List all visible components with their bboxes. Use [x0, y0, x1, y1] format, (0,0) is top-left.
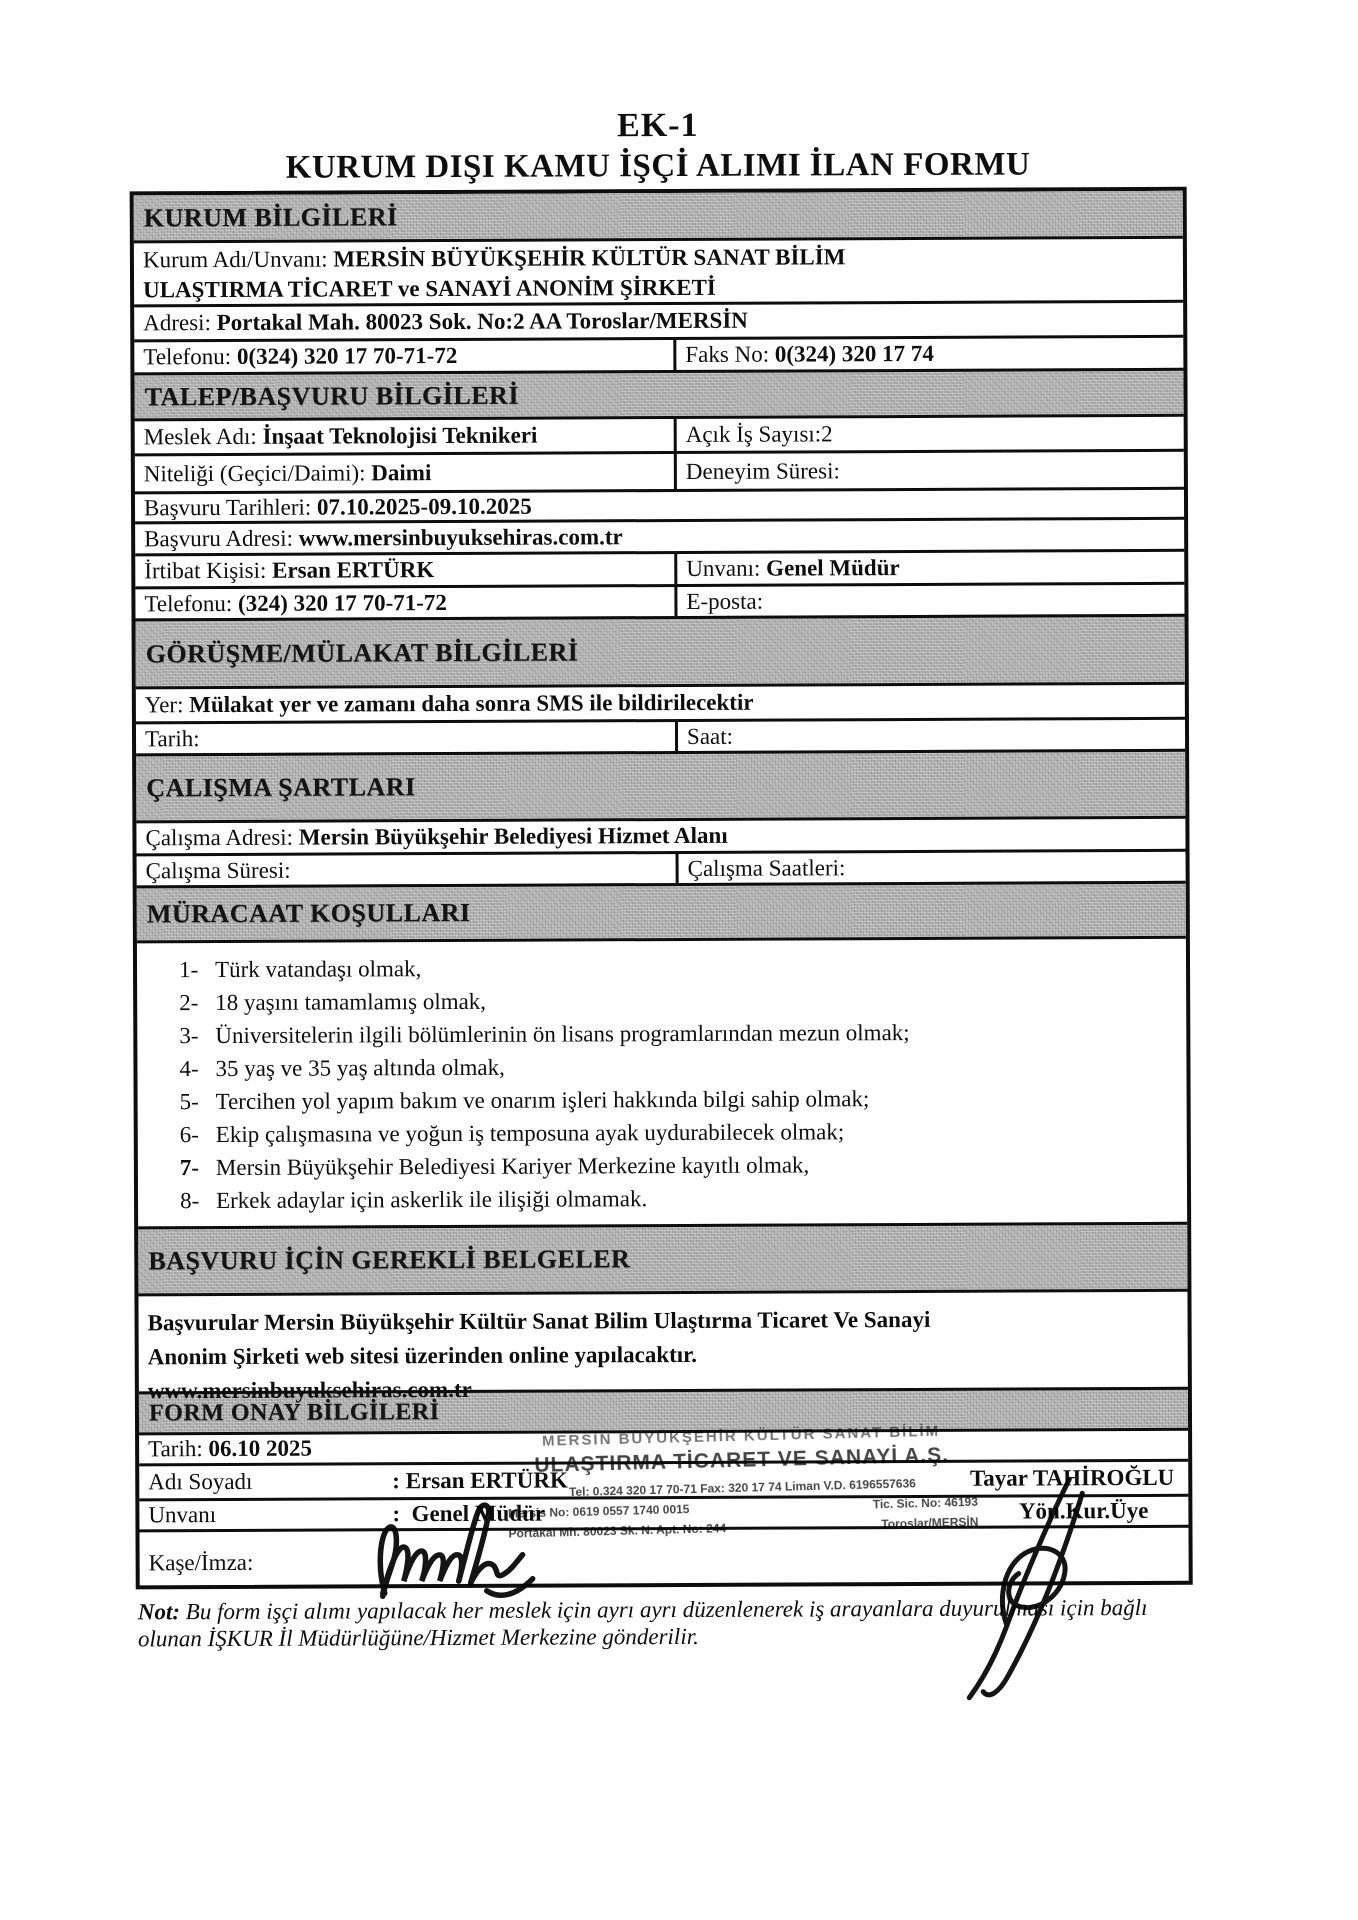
meslek-label: Meslek Adı: [143, 423, 263, 450]
footnote-label: Not: [137, 1599, 181, 1625]
tarih-label: Tarih: [144, 725, 200, 751]
row-irtibat [135, 549, 1184, 587]
list-item: 1- Türk vatandaşı olmak, [178, 956, 422, 983]
stamp-mersis-no: Mersis No: 0619 0557 1740 0015 [507, 1502, 690, 1521]
stamp-tic-sic-no: Tic. Sic. No: 46193 [872, 1494, 979, 1512]
row-tarih-saat [136, 717, 1185, 754]
onay-unvan-value: : Genel Müdür [392, 1500, 546, 1527]
unvan-label: Unvanı: [686, 555, 767, 581]
basvuru-adresi-label: Başvuru Adresi: [144, 525, 299, 551]
row-kurum-adi [134, 236, 1183, 305]
meslek-value: İnşaat Teknolojisi Teknikeri [262, 422, 538, 449]
kurum-adi-value-line1: MERSİN BÜYÜKŞEHİR KÜLTÜR SANAT BİLİM [333, 244, 846, 272]
footnote-line1: Bu form işçi alımı yapılacak her meslek için ayrı ayrı düzenlenerek iş arayanlara duyurulması için bağlı [179, 1594, 1148, 1625]
list-item: 7- Mersin Büyükşehir Belediyesi Kariyer Merkezine kayıtlı olmak, [179, 1152, 810, 1181]
belgeler-line1: Başvurular Mersin Büyükşehir Kültür Sanat Bilim Ulaştırma Ticaret Ve Sanayi [147, 1306, 931, 1336]
row-calisma-adresi [136, 816, 1185, 854]
section-header-gorusme-mulakat [136, 614, 1185, 687]
basvuru-adresi-value: www.mersinbuyuksehiras.com.tr [298, 523, 623, 551]
section-header-talep-basvuru [134, 368, 1183, 419]
irtibat-label: İrtibat Kişisi: [144, 557, 273, 584]
calisma-adresi-label: Çalışma Adresi: [145, 824, 299, 851]
kurum-adi-label: Kurum Adı/Unvanı: [142, 246, 334, 273]
row-belgeler-text [138, 1289, 1187, 1404]
telefon-value: 0(324) 320 17 70-71-72 [236, 342, 458, 369]
section-header-basvuru-belgeler [138, 1222, 1187, 1294]
section-header-kurum-bilgileri [134, 191, 1183, 241]
stamp-line1: MERSİN BÜYÜKŞEHİR KÜLTÜR SANAT BİLİM [541, 1422, 941, 1450]
row-meslek [135, 414, 1184, 454]
section-header-muracaat-kosullari [137, 881, 1186, 941]
onay-tarih-label: Tarih: [148, 1436, 209, 1462]
section-header-label: TALEP/BAŞVURU BİLGİLERİ [144, 380, 519, 411]
faks-label: Faks No: [685, 341, 775, 367]
basvuru-tarihleri-label: Başvuru Tarihleri: [143, 494, 318, 520]
acik-is-sayisi: Açık İş Sayısı:2 [685, 421, 833, 447]
onay-tarih-value: 06.10 2025 [208, 1435, 313, 1462]
ek-label: EK-1 [617, 106, 699, 145]
section-header-label: MÜRACAAT KOŞULLARI [146, 897, 471, 929]
footnote-line2: olunan İŞKUR İl Müdürlüğüne/Hizmet Merkezine gönderilir. [137, 1623, 699, 1652]
title-block [129, 104, 1186, 189]
row-basvuru-adresi [135, 517, 1184, 554]
calisma-adresi-value: Mersin Büyükşehir Belediyesi Hizmet Alanı [298, 822, 728, 850]
eposta-label: E-posta: [686, 588, 764, 614]
list-item: 4- 35 yaş ve 35 yaş altında olmak, [179, 1054, 505, 1082]
section-header-label: BAŞVURU İÇİN GEREKLİ BELGELER [148, 1244, 631, 1276]
stamp-address: Portakal Mh. 80023 Sk. N. Apt. No: 244 [508, 1521, 727, 1541]
row-yer [136, 682, 1185, 722]
signature-yonetim-kurulu-uyesi [944, 1473, 1120, 1709]
adsoyad-value: : Ersan ERTÜRK [392, 1467, 568, 1494]
section-header-label: ÇALIŞMA ŞARTLARI [146, 772, 416, 803]
adres-value: Portakal Mah. 80023 Sok. No:2 AA Toroslar/MERSİN [216, 307, 748, 336]
yer-label: Yer: [144, 692, 190, 718]
row-adres [134, 300, 1183, 340]
onay-unvan-label: Unvanı [148, 1502, 217, 1528]
stamp-line3: Tel: 0.324 320 17 70-71 Fax: 320 17 74 Liman V.D. 6196557636 [568, 1476, 917, 1500]
faks-value: 0(324) 320 17 74 [774, 340, 934, 367]
telefon2-label: Telefonu: [144, 590, 239, 616]
belgeler-paragraph [138, 1293, 940, 1408]
stamp-city: Toroslar/MERSİN [881, 1514, 979, 1532]
adsoyad-right-name: Tayar TAHİROĞLU [969, 1464, 1175, 1491]
deneyim-label: Deneyim Süresi: [685, 457, 840, 484]
form-table [130, 187, 1193, 1590]
kurum-adi-value-line2: ULAŞTIRMA TİCARET ve SANAYİ ANONİM ŞİRKETİ [143, 274, 716, 303]
list-item: 5- Tercihen yol yapım bakım ve onarım işleri hakkında bilgi sahip olmak; [179, 1086, 870, 1115]
signature-genel-mudur [374, 1501, 544, 1602]
nitelik-label: Niteliği (Geçici/Daimi): [143, 459, 372, 486]
telefon2-value: (324) 320 17 70-71-72 [237, 589, 447, 616]
section-header-label: FORM ONAY BİLGİLERİ [148, 1398, 440, 1426]
form-title: KURUM DIŞI KAMU İŞÇİ ALIMI İLAN FORMU [285, 146, 1031, 186]
adres-label: Adresi: [143, 310, 217, 336]
section-header-label: KURUM BİLGİLERİ [143, 201, 398, 232]
nitelik-value: Daimi [371, 459, 432, 485]
section-header-label: GÖRÜŞME/MÜLAKAT BİLGİLERİ [145, 636, 579, 668]
belgeler-line3: www.mersinbuyuksehiras.com.tr [147, 1376, 472, 1404]
kase-imza-label: Kaşe/İmza: [148, 1549, 254, 1576]
kurum-adi-cell [134, 239, 855, 305]
belgeler-line2: Anonim Şirketi web sitesi üzerinden online yapılacaktır. [147, 1341, 698, 1370]
calisma-saatleri-label: Çalışma Saatleri: [687, 854, 846, 881]
yer-value: Mülakat yer ve zamanı daha sonra SMS ile bildirilecektir [189, 689, 754, 718]
row-basvuru-tarihleri [135, 487, 1184, 522]
row-nitelik [135, 449, 1184, 492]
irtibat-value: Ersan ERTÜRK [272, 557, 435, 583]
list-item: 3- Üniversitelerin ilgili bölümlerinin ön lisans programlarından mezun olmak; [179, 1019, 910, 1049]
list-item: 2- 18 yaşını tamamlamış olmak, [179, 988, 487, 1016]
company-stamp [506, 1422, 979, 1541]
row-calisma-suresi-saatleri [137, 849, 1186, 886]
telefon-label: Telefonu: [143, 343, 237, 370]
muracaat-list [137, 940, 921, 1217]
row-telefon-faks [134, 335, 1183, 373]
unvan-value: Genel Müdür [766, 555, 900, 581]
calisma-suresi-label: Çalışma Süresi: [145, 857, 291, 883]
onay-unvan-right: Yön.Kur.Üye [1018, 1497, 1149, 1524]
basvuru-tarihleri-value: 07.10.2025-09.10.2025 [316, 493, 532, 520]
list-item: 8- Erkek adaylar için askerlik ile ilişiği olmamak. [179, 1186, 648, 1214]
section-header-calisma-sartlari [136, 749, 1185, 821]
row-telefon2-eposta [135, 582, 1184, 619]
adsoyad-label: Adı Soyadı [148, 1468, 253, 1495]
list-item: 6- Ekip çalışmasına ve yoğun iş temposuna ayak uydurabilecek olmak; [179, 1119, 845, 1148]
stamp-line2: ULAŞTIRMA TİCARET VE SANAYİ A.Ş. [534, 1443, 950, 1477]
saat-label: Saat: [686, 723, 734, 749]
row-muracaat-list [137, 936, 1187, 1227]
